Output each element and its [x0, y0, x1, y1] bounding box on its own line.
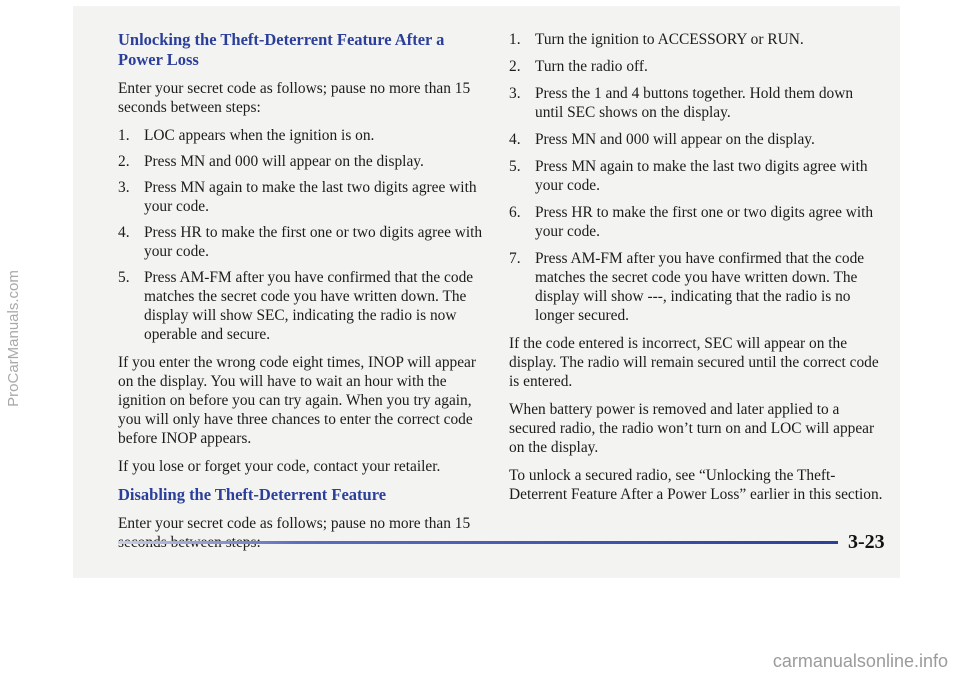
step-text: Press MN and 000 will appear on the display. [535, 131, 815, 148]
right-column [509, 30, 883, 513]
step-text: Press AM-FM after you have confirmed that the code matches the secret code you have written down. The display will show ---, indicating that the radio is no longer secured. [535, 250, 865, 324]
step-text: Press the 1 and 4 buttons together. Hold them down until SEC shows on the display. [535, 85, 854, 121]
list-item [509, 203, 883, 241]
unlock-steps-list [118, 126, 484, 344]
disable-steps-list [509, 30, 883, 325]
section-heading-disabling: Disabling the Theft-Deterrent Feature [118, 485, 387, 504]
unlock-reference-paragraph: To unlock a secured radio, see “Unlocking the Theft-Deterrent Feature After a Power Loss” earlier in this section. [509, 467, 883, 503]
step-text: Press MN again to make the last two digits agree with your code. [144, 179, 477, 215]
step-number: 7. [509, 250, 521, 267]
list-item [509, 157, 883, 195]
step-number: 2. [509, 58, 521, 75]
step-number: 2. [118, 153, 130, 170]
left-column [118, 30, 484, 561]
step-number: 3. [118, 179, 130, 196]
intro-paragraph-disabling: Enter your secret code as follows; pause no more than 15 [118, 515, 471, 532]
wrong-code-paragraph: If you enter the wrong code eight times, INOP will appear on the display. You will have to wait an hour with the ignition on before you can try again. When you try again, you will only have three chances to enter the correct code before INOP appears. [118, 354, 477, 447]
step-text: LOC appears when the ignition is on. [144, 127, 375, 144]
step-text: Turn the radio off. [535, 58, 648, 75]
page-number: 3-23 [848, 531, 885, 553]
lose-code-paragraph: If you lose or forget your code, contact your retailer. [118, 458, 441, 475]
list-item [509, 30, 883, 49]
list-item [118, 268, 484, 344]
step-number: 5. [118, 269, 130, 286]
step-number: 3. [509, 85, 521, 102]
list-item [509, 57, 883, 76]
side-watermark [2, 0, 24, 676]
section-heading-unlocking: Unlocking the Theft-Deterrent Feature After a Power Loss [118, 30, 445, 69]
list-item [118, 223, 484, 261]
intro-paragraph: Enter your secret code as follows; pause no more than 15 seconds between steps: [118, 80, 471, 116]
list-item [118, 126, 484, 145]
step-number: 1. [118, 127, 130, 144]
footer-rule [118, 541, 838, 544]
step-number: 6. [509, 204, 521, 221]
step-number: 1. [509, 31, 521, 48]
list-item [509, 249, 883, 325]
incorrect-code-paragraph: If the code entered is incorrect, SEC will appear on the display. The radio will remain secured until the correct code is entered. [509, 335, 879, 390]
step-number: 4. [509, 131, 521, 148]
step-number: 5. [509, 158, 521, 175]
footer-watermark: carmanualsonline.info [772, 651, 948, 671]
step-number: 4. [118, 224, 130, 241]
list-item [509, 84, 883, 122]
step-text: Press HR to make the first one or two digits agree with your code. [535, 204, 874, 240]
step-text: Turn the ignition to ACCESSORY or RUN. [535, 31, 804, 48]
side-watermark-text: ProCarManuals.com [4, 269, 22, 407]
step-text: Press HR to make the first one or two digits agree with your code. [144, 224, 483, 260]
step-text: Press AM-FM after you have confirmed that the code matches the secret code you have written down. The display will show SEC, indicating the radio is now operable and secure. [144, 269, 474, 343]
list-item [118, 178, 484, 216]
list-item [118, 152, 484, 171]
step-text: Press MN and 000 will appear on the display. [144, 153, 424, 170]
list-item [509, 130, 883, 149]
step-text: Press MN again to make the last two digits agree with your code. [535, 158, 868, 194]
battery-paragraph: When battery power is removed and later applied to a secured radio, the radio won’t turn on and LOC will appear on the display. [509, 401, 875, 456]
